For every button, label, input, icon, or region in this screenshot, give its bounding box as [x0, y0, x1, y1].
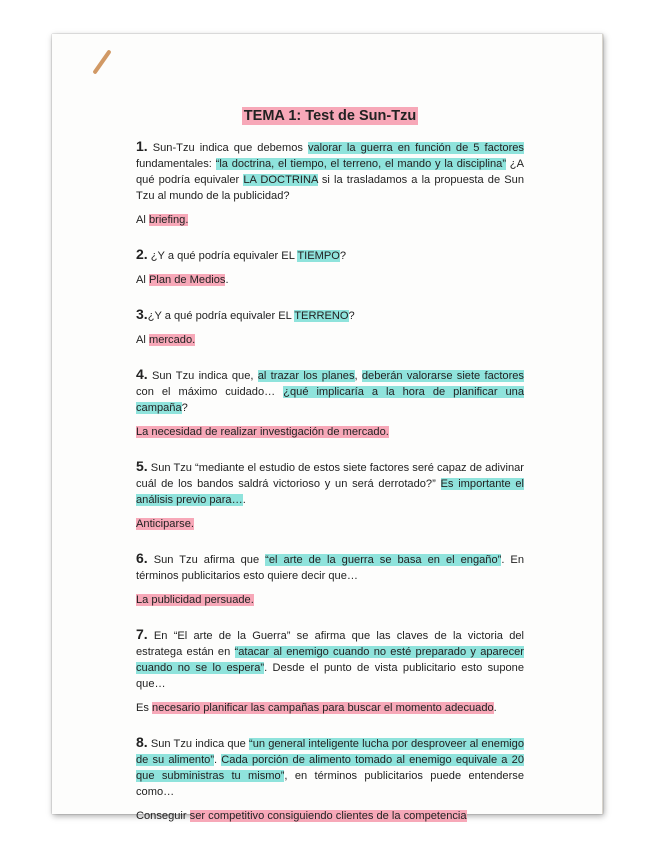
question-list [136, 138, 524, 842]
highlighted-text: “el arte de la guerra se basa en el engaño” [265, 554, 502, 566]
text-segment: ? [348, 310, 355, 322]
question-6 [136, 550, 524, 584]
text-segment: Conseguir [136, 810, 190, 822]
text-segment: Sun Tzu indica que, [147, 370, 258, 382]
text-segment: ? [181, 402, 188, 414]
text-segment: Sun Tzu indica que [147, 738, 250, 750]
text-segment: Al [136, 214, 149, 226]
answer-8 [136, 808, 524, 824]
highlighted-text: Plan de Medios [148, 274, 226, 286]
answer-2 [136, 272, 524, 288]
text-segment: . [225, 274, 229, 286]
text-segment: . [242, 494, 246, 506]
question-number: 4. [136, 366, 148, 382]
question-7 [136, 626, 524, 692]
highlighted-text: LA DOCTRINA [243, 174, 318, 186]
text-segment: fundamentales: [136, 158, 216, 170]
text-segment: ¿Y a qué podría equivaler EL [147, 250, 298, 262]
highlighted-text: Es importante el análisis previo para… [136, 478, 524, 506]
highlighted-text: “un general inteligente lucha por desproveer al enemigo de su alimento” [136, 738, 524, 766]
text-segment: Sun-Tzu indica que debemos [147, 142, 308, 154]
highlighted-text: La necesidad de realizar investigación de mercado. [136, 426, 389, 438]
text-segment: , en términos publicitarios puede entenderse como… [136, 770, 524, 798]
text-segment: Sun Tzu “mediante el estudio de estos siete factores seré capaz de adivinar cuál de los bandos saldrá victorioso y un será derrotado?” [136, 462, 524, 490]
question-4 [136, 366, 524, 416]
question-number: 8. [136, 734, 148, 750]
question-number: 3. [136, 306, 148, 322]
highlighted-text: al trazar los planes [257, 370, 355, 382]
spacer [136, 296, 524, 306]
question-2 [136, 246, 524, 264]
spacer [136, 236, 524, 246]
text-segment: ¿Y a qué podría equivaler EL [147, 310, 295, 322]
highlighted-text: Anticiparse. [136, 518, 194, 530]
text-segment: . [493, 702, 497, 714]
highlighted-text: mercado. [148, 334, 196, 346]
answer-6 [136, 592, 524, 608]
question-number: 7. [136, 626, 148, 642]
answer-1 [136, 212, 524, 228]
spacer [136, 540, 524, 550]
answer-4 [136, 424, 524, 440]
spacer [136, 356, 524, 366]
text-segment: . Desde el punto de vista publicitario esto supone que… [136, 662, 525, 690]
text-segment: . [214, 754, 222, 766]
highlighted-text: ser competitivo consiguiendo clientes de la competencia [189, 810, 467, 822]
spacer [136, 724, 524, 734]
question-number: 5. [136, 458, 148, 474]
text-segment: Es [136, 702, 153, 714]
highlighted-text: deberán valorarse siete factores [361, 370, 524, 382]
text-segment: ¿A qué podría equivaler [136, 158, 524, 186]
highlighted-text: “la doctrina, el tiempo, el terreno, el mando y la disciplina” [215, 158, 507, 170]
question-1 [136, 138, 524, 204]
text-segment: , [354, 370, 362, 382]
text-segment: En “El arte de la Guerra” se afirma que las claves de la victoria del estratega están en [136, 630, 524, 658]
document-title: TEMA 1: Test de Sun-Tzu [243, 108, 417, 124]
highlighted-text: TIEMPO [297, 250, 340, 262]
highlighted-text: TERRENO [294, 310, 349, 322]
question-number: 2. [136, 246, 148, 262]
question-5 [136, 458, 524, 508]
question-8 [136, 734, 524, 800]
document-body [136, 108, 524, 842]
text-segment: con el máximo cuidado… [136, 386, 284, 398]
highlighted-text: valorar la guerra en función de 5 factores [307, 142, 524, 154]
highlighted-text: briefing. [148, 214, 189, 226]
text-segment: . En términos publicitarios esto quiere decir que… [136, 554, 525, 582]
answer-3 [136, 332, 524, 348]
highlighted-text: ¿qué implicaría a la hora de planificar una campaña [136, 386, 525, 414]
text-segment: Al [136, 334, 149, 346]
highlighted-text: Cada porción de alimento tomado al enemigo equivale a 20 que subministras tu mismo” [136, 754, 524, 782]
text-segment: si la trasladamos a la propuesta de Sun Tzu al mundo de la publicidad? [136, 174, 524, 202]
question-number: 6. [136, 550, 148, 566]
spacer [136, 616, 524, 626]
text-segment: ? [339, 250, 347, 262]
text-segment: Sun Tzu afirma que [147, 554, 266, 566]
answer-5 [136, 516, 524, 532]
spacer [136, 832, 524, 842]
highlighted-text: “atacar al enemigo cuando no esté preparado y aparecer cuando no se lo espera” [136, 646, 524, 674]
question-3 [136, 306, 524, 324]
answer-7 [136, 700, 524, 716]
highlighted-text: necesario planificar las campañas para buscar el momento adecuado [152, 702, 494, 714]
spacer [136, 448, 524, 458]
question-number: 1. [136, 138, 148, 154]
highlighted-text: La publicidad persuade. [136, 594, 254, 606]
text-segment: Al [136, 274, 149, 286]
